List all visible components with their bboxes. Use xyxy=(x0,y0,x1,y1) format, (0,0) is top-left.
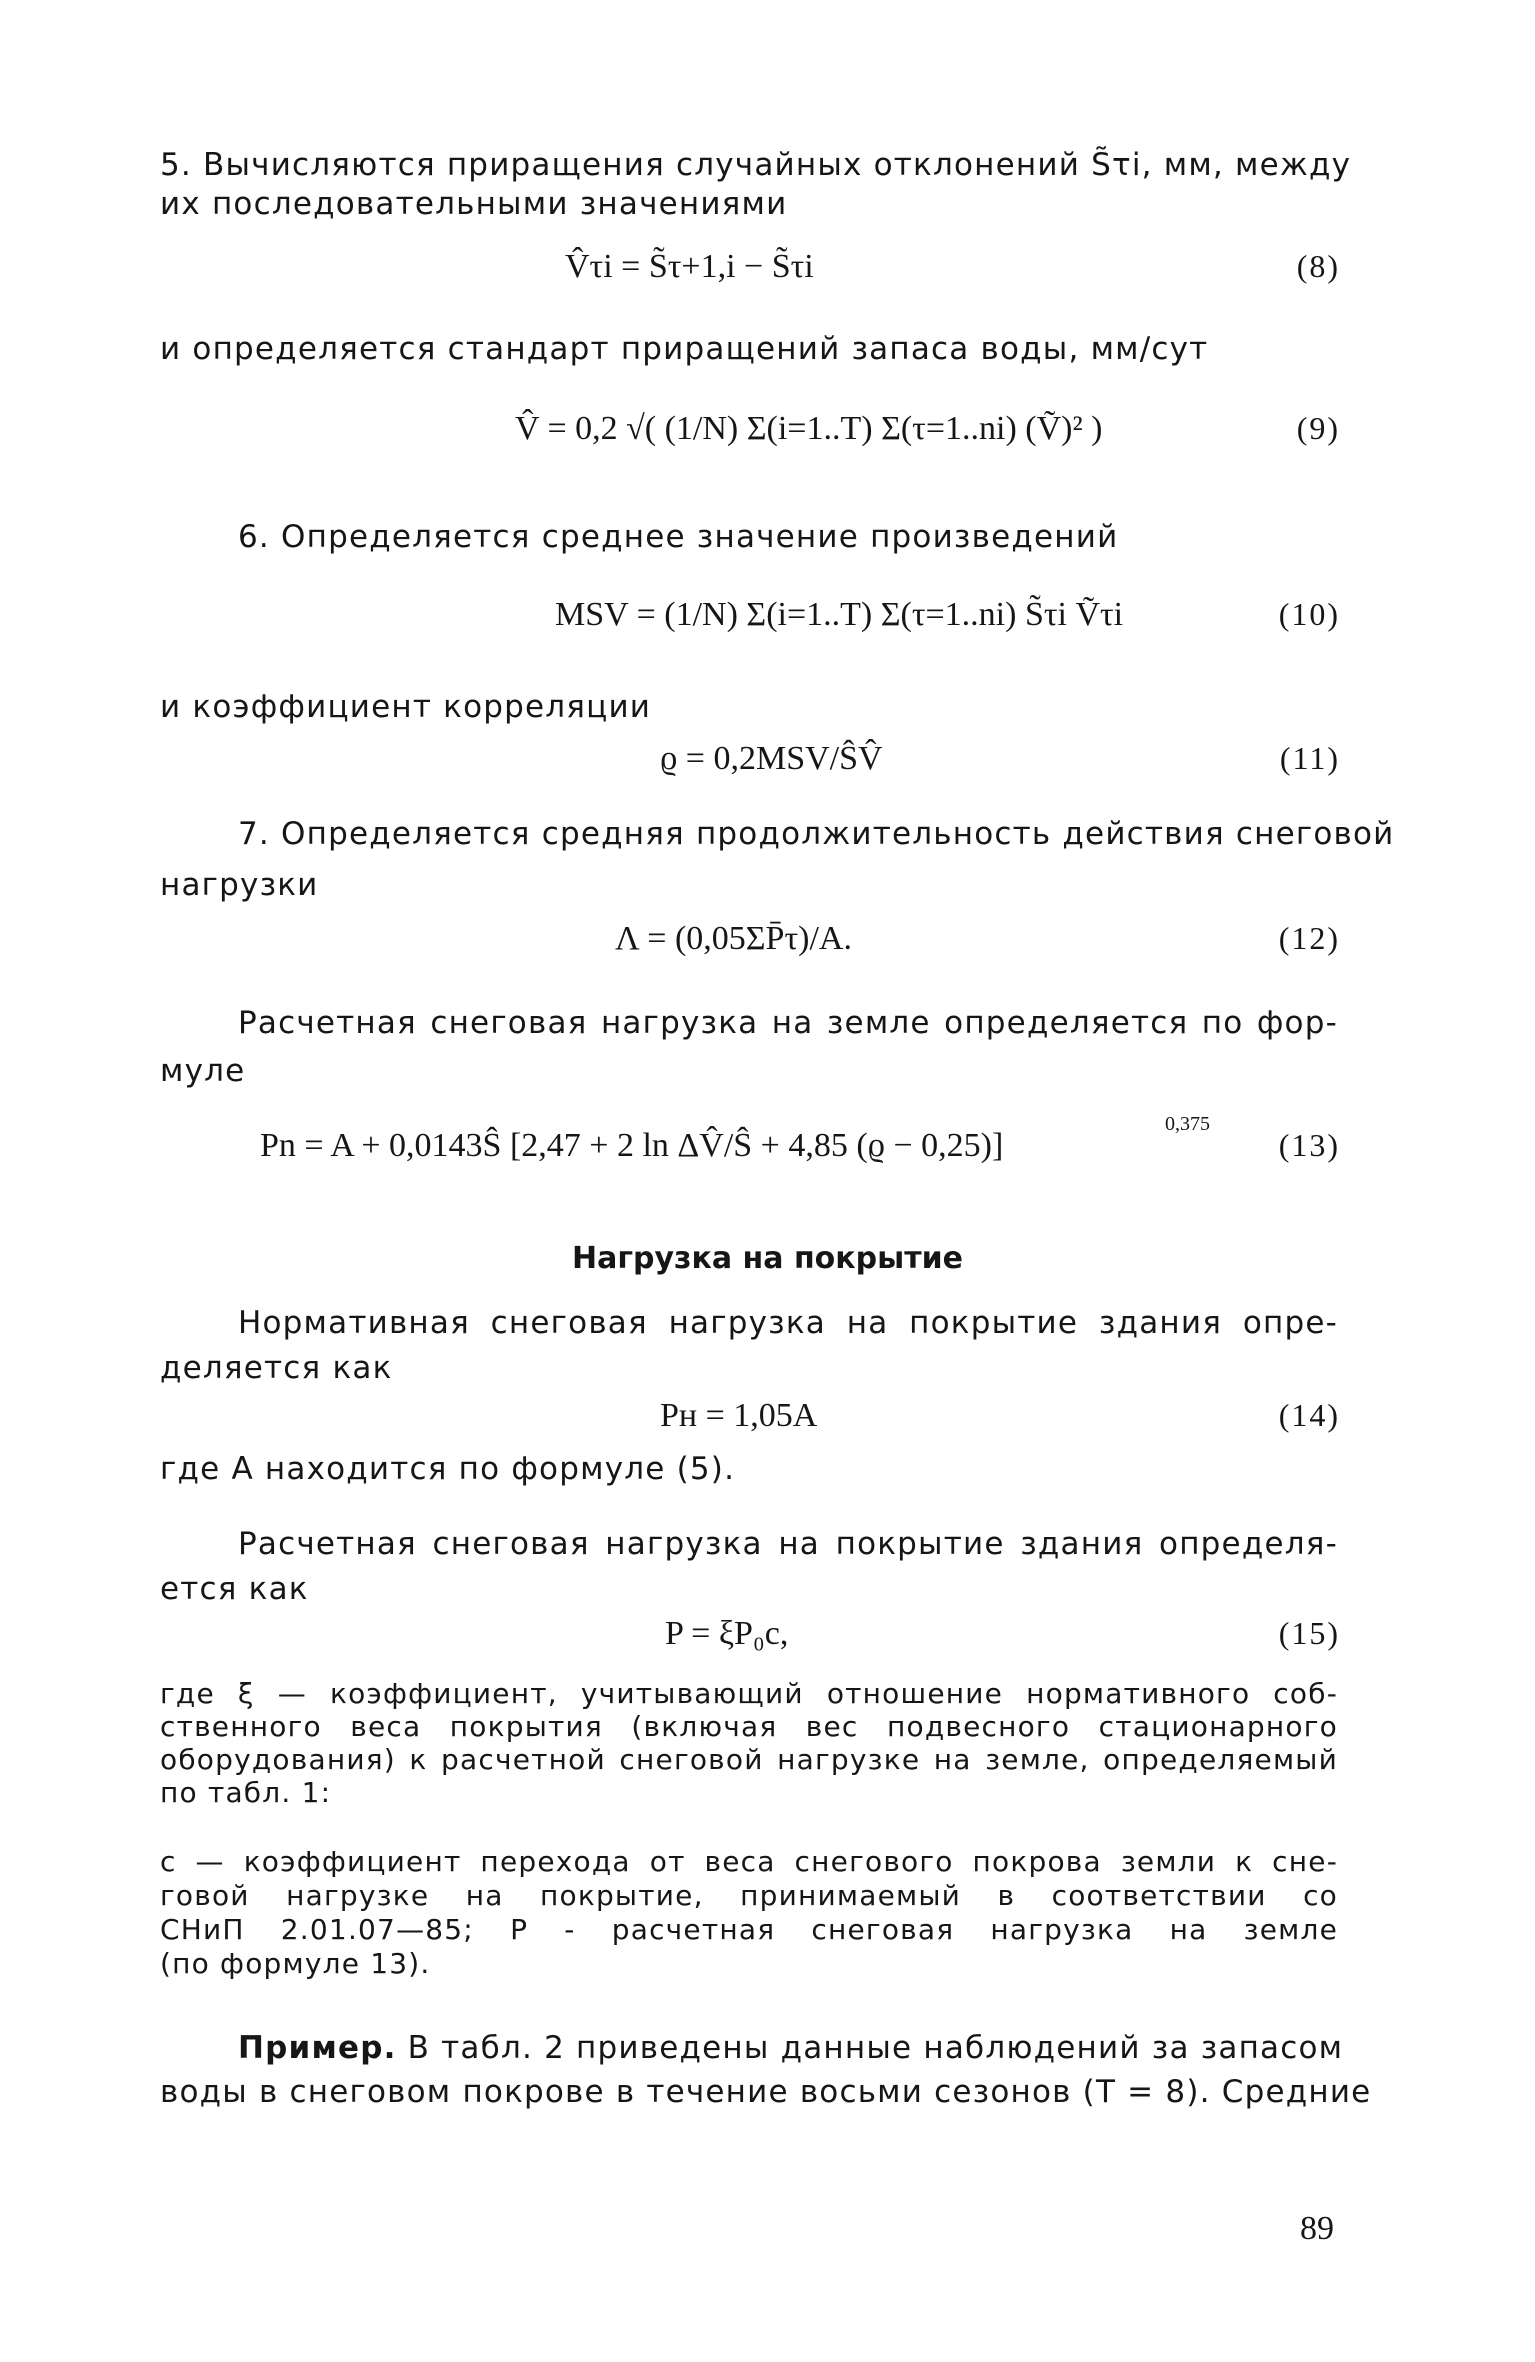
equation-number: (11) xyxy=(1279,740,1340,776)
equation-12 xyxy=(360,920,1340,980)
section-heading: Нагрузка на покрытие xyxy=(571,1241,963,1276)
text-line: и коэффициент корреляции xyxy=(160,689,652,725)
text-line: Расчетная снеговая нагрузка на земле определяется по фор- xyxy=(238,1005,1338,1041)
formula-exponent: 0,375 xyxy=(1165,1113,1210,1135)
equation-number: (9) xyxy=(1296,410,1340,446)
text-line: воды в снеговом покрове в течение восьми сезонов (T = 8). Средние xyxy=(160,2074,1372,2110)
formula: Pn = A + 0,0143Ŝ [2,47 + 2 ln ΔV̂/Ŝ + 4,85 (ϱ − 0,25)] xyxy=(260,1127,1004,1164)
formula: ϱ = 0,2MSV/ŜV̂ xyxy=(660,740,883,777)
text-line: c — коэффициент перехода от веса снегового покрова земли к сне- xyxy=(160,1845,1338,1878)
equation-number: (8) xyxy=(1296,248,1340,284)
text-line: СНиП 2.01.07—85; P - расчетная снеговая нагрузка на земле xyxy=(160,1913,1338,1946)
example-text: В табл. 2 приведены данные наблюдений за запасом xyxy=(407,2030,1344,2066)
text-line: нагрузки xyxy=(160,867,319,903)
formula: V̂ = 0,2 √( (1/N) Σ(i=1..T) Σ(τ=1..ni) (Ṽ)² ) xyxy=(515,410,1103,447)
text-line: их последовательными значениями xyxy=(160,186,788,222)
equation-number: (15) xyxy=(1278,1615,1340,1651)
text-line: Нормативная снеговая нагрузка на покрытие здания опре- xyxy=(238,1305,1338,1341)
text-line: говой нагрузке на покрытие, принимаемый в соответствии со xyxy=(160,1879,1338,1912)
equation-14 xyxy=(360,1397,1340,1457)
text-line: где A находится по формуле (5). xyxy=(160,1451,736,1487)
equation-number: (14) xyxy=(1278,1397,1340,1433)
text-line: 5. Вычисляются приращения случайных отклонений S̃τi, мм, между xyxy=(160,147,1352,183)
text-line: ственного веса покрытия (включая вес подвесного стационарного xyxy=(160,1710,1338,1743)
page-number: 89 xyxy=(1300,2210,1334,2247)
equation-number: (12) xyxy=(1278,920,1340,956)
text-line: 6. Определяется среднее значение произведений xyxy=(238,519,1119,555)
equation-11 xyxy=(360,740,1340,800)
text-line: муле xyxy=(160,1053,246,1089)
example-label: Пример. xyxy=(238,2030,397,2066)
formula: Λ = (0,05ΣP̄τ)/A. xyxy=(615,920,852,957)
text-line: и определяется стандарт приращений запаса воды, мм/сут xyxy=(160,331,1209,367)
text-line: по табл. 1: xyxy=(160,1776,332,1809)
equation-8 xyxy=(360,248,1340,308)
formula: MSV = (1/N) Σ(i=1..T) Σ(τ=1..ni) S̃τi Ṽτi xyxy=(555,596,1124,633)
text-line: где ξ — коэффициент, учитывающий отношение нормативного соб- xyxy=(160,1677,1338,1710)
text-line: (по формуле 13). xyxy=(160,1947,431,1980)
text-line: Расчетная снеговая нагрузка на покрытие здания определя- xyxy=(238,1526,1338,1562)
text-line-example xyxy=(238,2029,1344,2067)
equation-9 xyxy=(360,410,1340,470)
text-line: ется как xyxy=(160,1571,309,1607)
text-line: 7. Определяется средняя продолжительность действия снеговой xyxy=(238,816,1395,852)
equation-number: (13) xyxy=(1278,1127,1340,1163)
formula: V̂τi = S̃τ+1,i − S̃τi xyxy=(565,248,814,285)
equation-15 xyxy=(360,1615,1340,1675)
text-line: деляется как xyxy=(160,1350,393,1386)
equation-13 xyxy=(260,1113,1340,1187)
equation-number: (10) xyxy=(1278,596,1340,632)
equation-10 xyxy=(360,596,1340,656)
formula: P = ξP₀c, xyxy=(665,1615,789,1652)
formula: Pн = 1,05A xyxy=(660,1397,818,1434)
text-line: оборудования) к расчетной снеговой нагрузке на земле, определяемый xyxy=(160,1743,1338,1776)
